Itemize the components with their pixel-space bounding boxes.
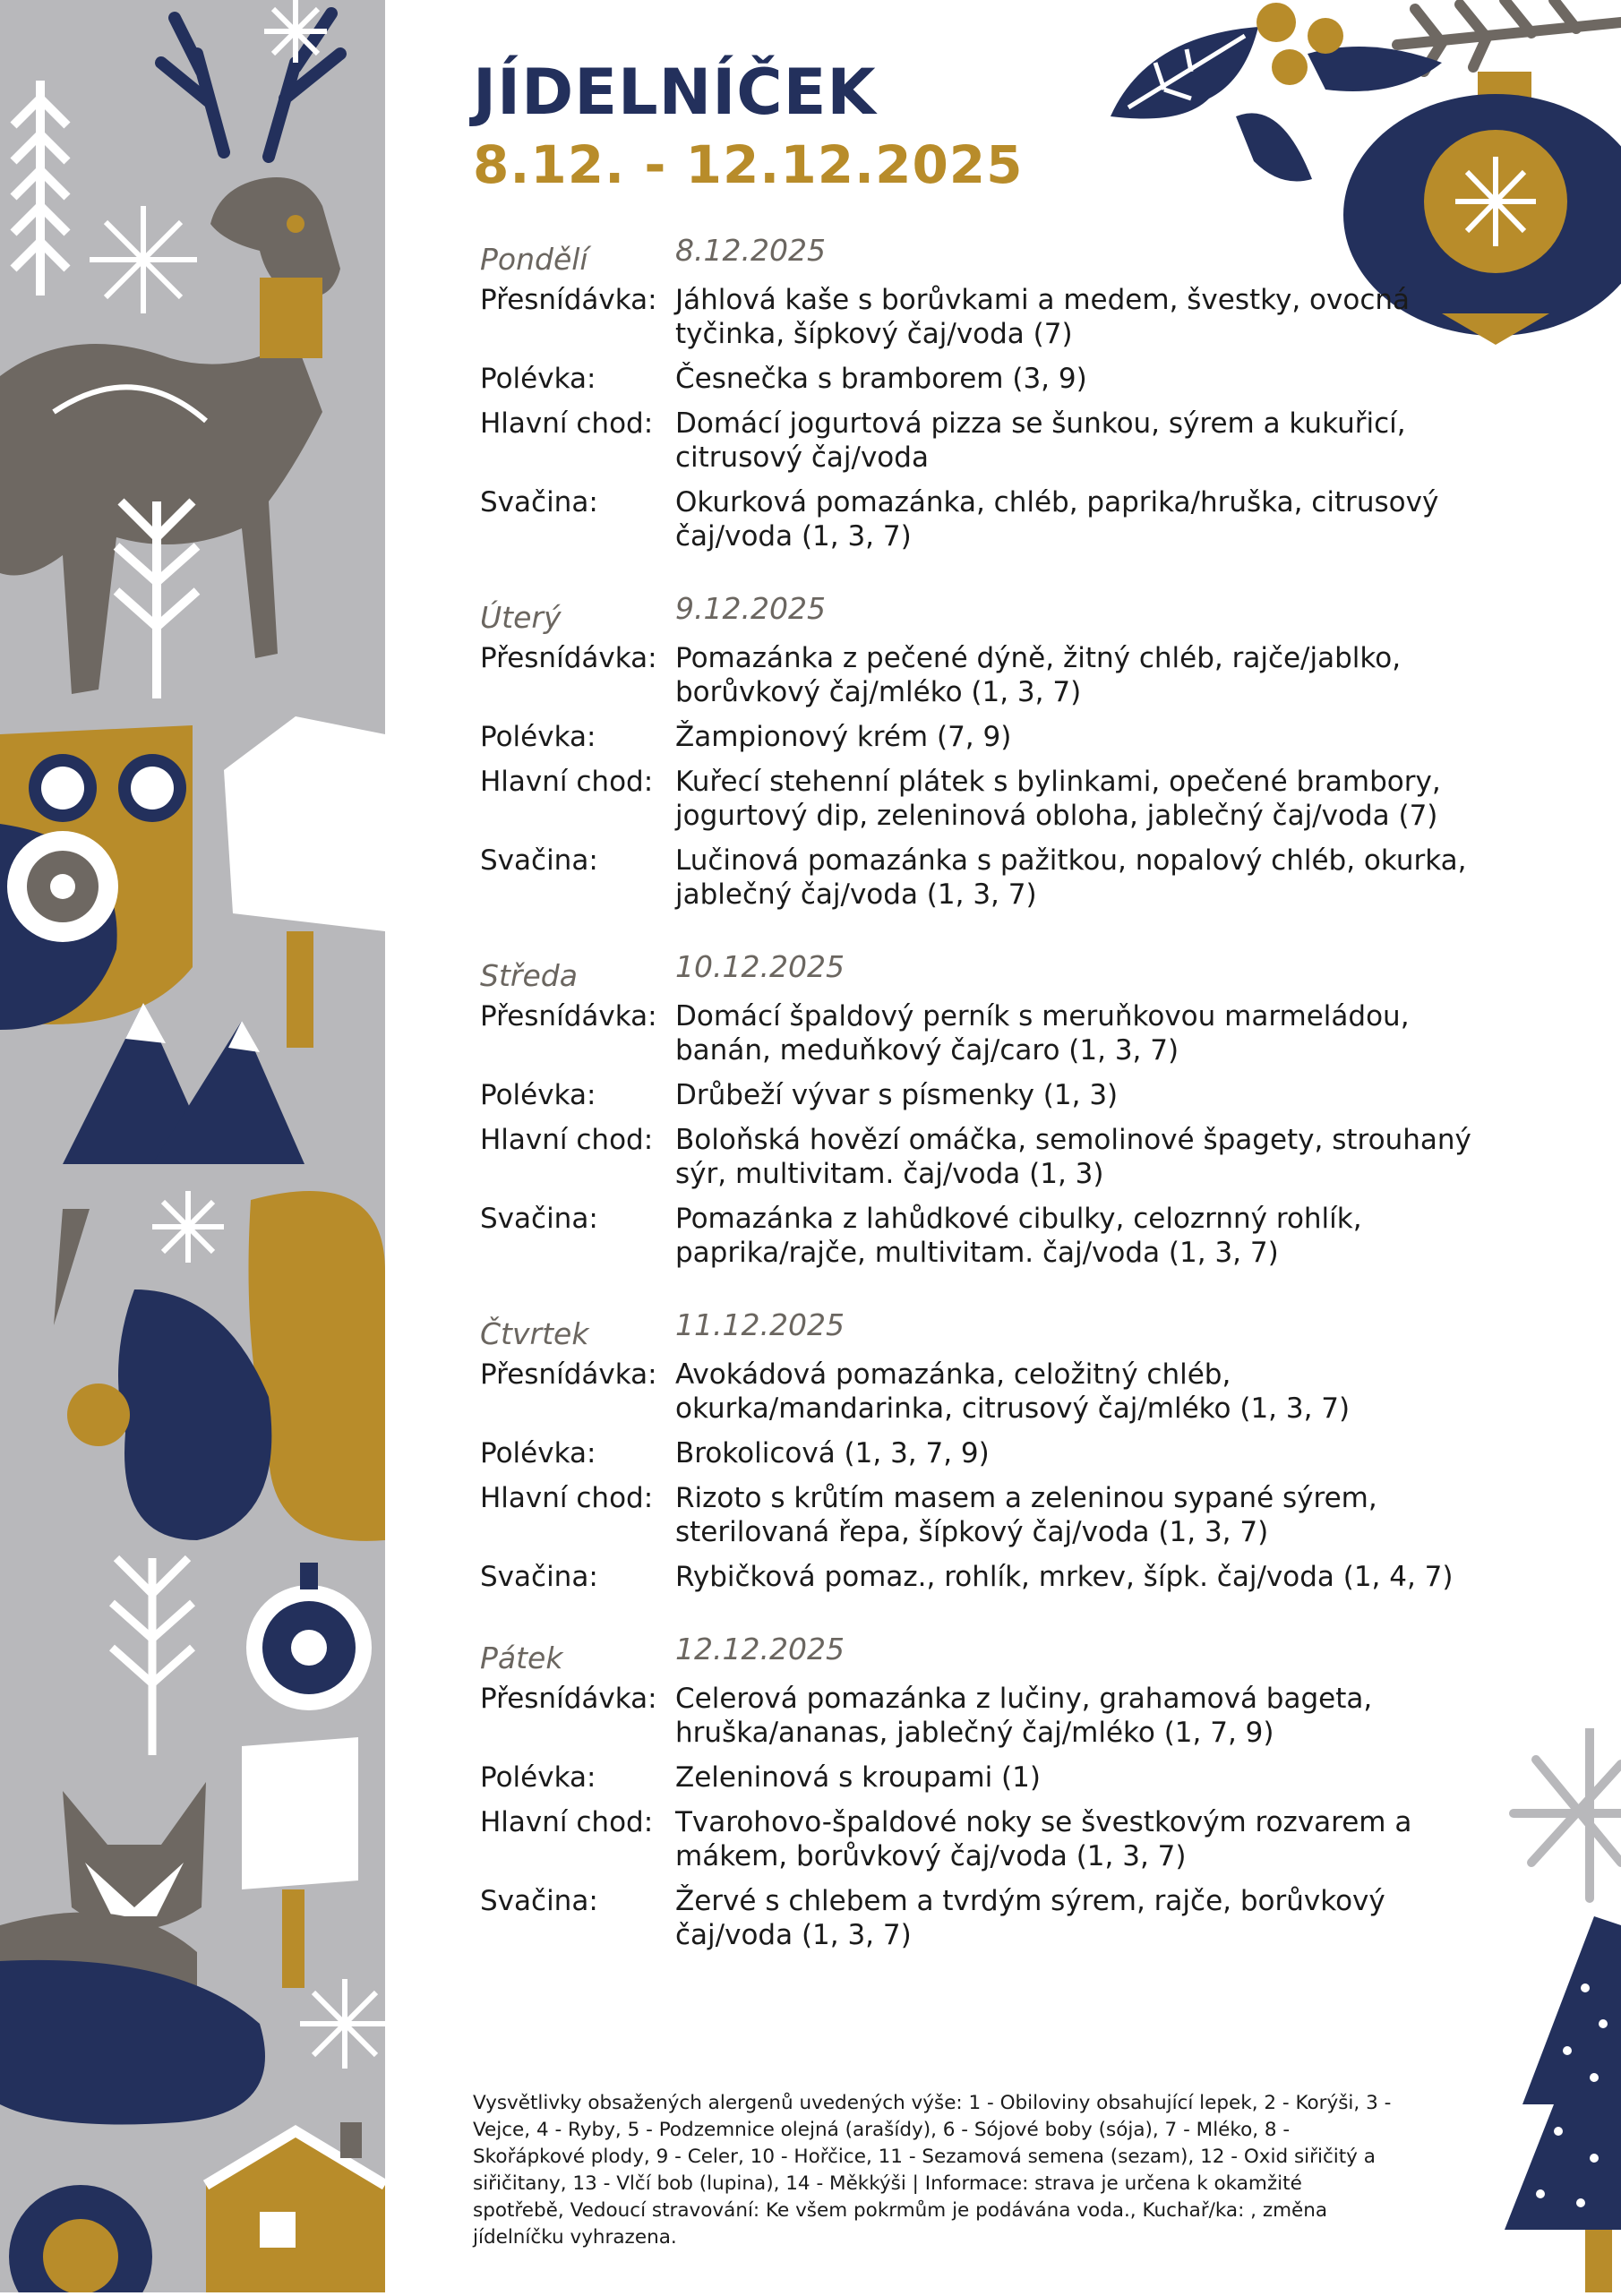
menu-days [480,233,1528,1990]
day-date: 12.12.2025 [675,1632,845,1666]
winter-illustration [0,0,385,2292]
meal-text: Žampionový krém (7, 9) [675,721,1012,753]
house-icon [206,2122,385,2292]
squirrel-icon [54,1191,385,1541]
day-tuesday [480,591,1528,912]
day-monday [480,233,1528,553]
meal-text: Tvarohovo-špaldové noky se švestkovým rozvarem a mákem, borůvkový čaj/voda (1, 3, 7) [675,1806,1412,1872]
meal-row-soup [480,362,1528,396]
meal-row-breakfast [480,283,1528,351]
day-header [480,233,1528,283]
meal-label: Přesnídávka: [480,284,657,316]
snowflake-icon [1514,1728,1621,1898]
week-date-range: 8.12. - 12.12.2025 [473,134,1024,195]
meal-label: Přesnídávka: [480,1000,657,1032]
meal-text: Lučinová pomazánka s pažitkou, nopalový chléb, okurka, jablečný čaj/voda (1, 3, 7) [675,844,1467,911]
meal-row-snack [480,1560,1528,1594]
meal-row-soup [480,1078,1528,1112]
meal-row-snack [480,1202,1528,1270]
meal-text: Domácí jogurtová pizza se šunkou, sýrem a kukuřicí, citrusový čaj/voda [675,407,1406,474]
owl-icon [0,725,193,1030]
day-header [480,1307,1528,1358]
day-name: Úterý [480,600,562,635]
tree-icon [242,1737,358,1988]
meal-text: Žervé s chlebem a tvrdým sýrem, rajče, borůvkový čaj/voda (1, 3, 7) [675,1885,1385,1951]
meal-label: Hlavní chod: [480,1124,654,1156]
meal-label: Polévka: [480,1761,596,1794]
meal-label: Hlavní chod: [480,766,654,798]
day-friday [480,1632,1528,1952]
meal-row-breakfast [480,999,1528,1067]
day-name: Pondělí [480,242,588,277]
day-date: 11.12.2025 [675,1307,845,1342]
meal-text: Domácí špaldový perník s meruňkovou marmeládou, banán, meduňkový čaj/caro (1, 3, 7) [675,1000,1410,1067]
meal-label: Svačina: [480,1203,598,1235]
meal-label: Hlavní chod: [480,407,654,440]
meal-row-main [480,1481,1528,1549]
meal-text: Česnečka s bramborem (3, 9) [675,363,1087,395]
meal-text: Rybičková pomaz., rohlík, mrkev, šípk. čaj/voda (1, 4, 7) [675,1561,1454,1593]
allergen-footnote: Vysvětlivky obsažených alergenů uvedených výše: 1 - Obiloviny obsahující lepek, 2 - Korýši, 3 - Vejce, 4 - Ryby, 5 - Podzemnice olejná (arašídy), 6 - Sójové boby (sója), 7 - Mléko, 8 - Skořápkové plody, 9 - Celer, 10 - Hořčice, 11 - Sezamová semena (sezam), 12 - Oxid siřičitý a siřičitany, 13 - Vlčí bob (lupina), 14 - Měkkýši | Informace: strava je určena k okamžité spotřebě, Vedoucí stravování: Ke všem pokrmům je podávána voda., Kuchař/ka: , změna jídelníčku vyhrazena. [473,2092,1392,2249]
day-name: Pátek [480,1641,563,1675]
antlers-icon [161,13,340,157]
day-header [480,949,1528,999]
meal-label: Přesnídávka: [480,1683,657,1715]
mountains-icon [63,1003,304,1164]
meal-text: Kuřecí stehenní plátek s bylinkami, opečené brambory, jogurtový dip, zeleninová obloha, jablečný čaj/voda (7) [675,766,1441,832]
day-wednesday [480,949,1528,1270]
meal-row-main [480,407,1528,475]
meal-row-snack [480,485,1528,553]
day-thursday [480,1307,1528,1594]
meal-label: Polévka: [480,1437,596,1469]
ornament-icon [246,1563,372,1710]
meal-row-main [480,765,1528,833]
meal-label: Svačina: [480,1561,598,1593]
decorative-winter-panel [0,0,385,2292]
meal-row-breakfast [480,641,1528,709]
meal-text: Zeleninová s kroupami (1) [675,1761,1041,1794]
tree-icon [13,81,67,296]
day-date: 8.12.2025 [675,233,826,268]
page-title: JÍDELNÍČEK [473,56,877,129]
meal-text: Pomazánka z pečené dýně, žitný chléb, rajče/jablko, borůvkový čaj/mléko (1, 3, 7) [675,642,1402,708]
meal-row-soup [480,720,1528,754]
meal-text: Jáhlová kaše s borůvkami a medem, švestky, ovocná tyčinka, šípkový čaj/voda (7) [675,284,1411,350]
meal-label: Svačina: [480,486,598,518]
fox-icon [0,1782,265,2125]
meal-text: Drůbeží vývar s písmenky (1, 3) [675,1079,1119,1111]
tree-icon [112,1558,193,1755]
meal-label: Hlavní chod: [480,1806,654,1838]
meal-row-soup [480,1436,1528,1470]
meal-row-main [480,1123,1528,1191]
meal-text: Celerová pomazánka z lučiny, grahamová bageta, hruška/ananas, jablečný čaj/mléko (1, 7, 9) [675,1683,1373,1749]
day-header [480,1632,1528,1682]
meal-text: Okurková pomazánka, chléb, paprika/hruška, citrusový čaj/voda (1, 3, 7) [675,486,1439,553]
day-date: 10.12.2025 [675,949,845,984]
meal-row-soup [480,1761,1528,1795]
meal-text: Pomazánka z lahůdkové cibulky, celozrnný rohlík, paprika/rajče, multivitam. čaj/voda (1, 3, 7) [675,1203,1362,1269]
meal-row-main [480,1805,1528,1873]
meal-row-snack [480,844,1528,912]
day-name: Středa [480,958,578,993]
meal-label: Přesnídávka: [480,1358,657,1391]
tree-icon [224,716,385,1048]
day-date: 9.12.2025 [675,591,826,626]
meal-text: Brokolicová (1, 3, 7, 9) [675,1437,990,1469]
meal-label: Polévka: [480,721,596,753]
meal-row-snack [480,1884,1528,1952]
meal-row-breakfast [480,1682,1528,1750]
day-header [480,591,1528,641]
day-name: Čtvrtek [480,1316,589,1351]
meal-label: Přesnídávka: [480,642,657,674]
meal-label: Polévka: [480,363,596,395]
meal-text: Boloňská hovězí omáčka, semolinové špagety, strouhaný sýr, multivitam. čaj/voda (1, 3) [675,1124,1471,1190]
ornament-icon [9,2185,152,2292]
meal-text: Rizoto s krůtím masem a zeleninou sypané sýrem, sterilovaná řepa, šípkový čaj/voda (1, 3, 7) [675,1482,1377,1548]
meal-label: Polévka: [480,1079,596,1111]
meal-row-breakfast [480,1358,1528,1426]
meal-label: Hlavní chod: [480,1482,654,1514]
meal-label: Svačina: [480,844,598,877]
meal-text: Avokádová pomazánka, celožitný chléb, okurka/mandarinka, citrusový čaj/mléko (1, 3, 7) [675,1358,1351,1425]
meal-label: Svačina: [480,1885,598,1917]
